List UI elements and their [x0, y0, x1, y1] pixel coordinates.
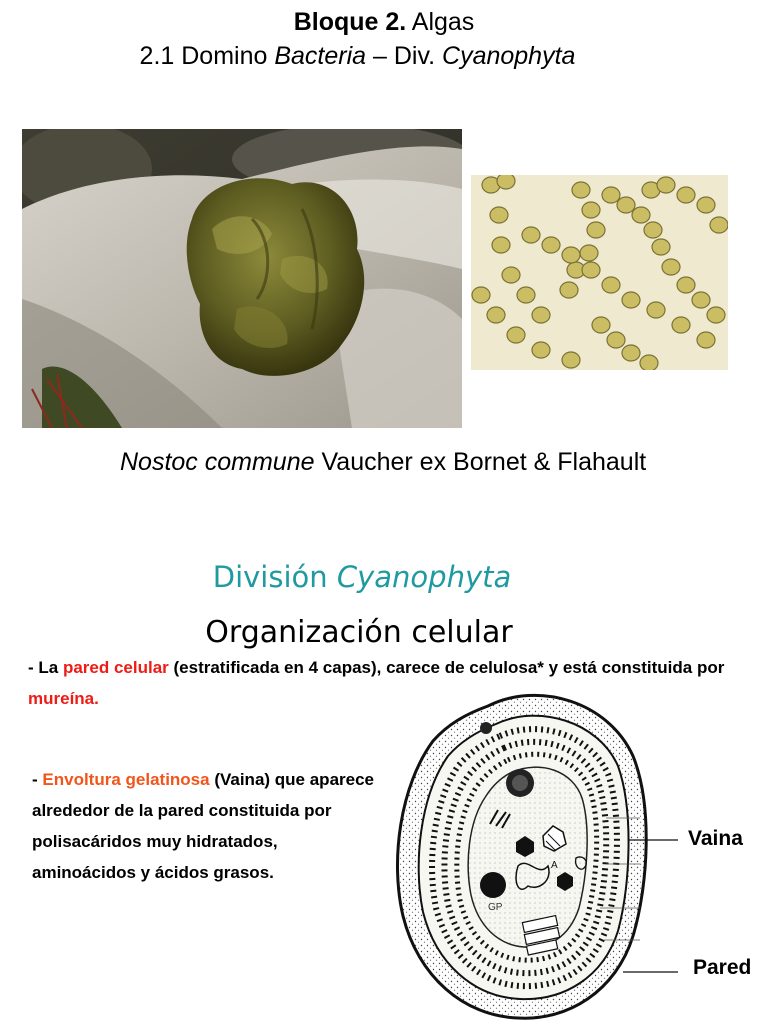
micrograph-cell [522, 227, 540, 243]
division-cyanophyta: Cyanophyta [336, 560, 512, 594]
micrograph-cell [602, 187, 620, 203]
title2-part-c: – Div. [366, 42, 443, 70]
micrograph-cell [602, 277, 620, 293]
micrograph-cell [532, 342, 550, 358]
title-line-1 [0, 8, 768, 37]
micrograph-cell [710, 217, 728, 233]
micrograph-cell [532, 307, 550, 323]
micrograph-cell [697, 332, 715, 348]
micrograph-cell [622, 345, 640, 361]
division-heading [0, 560, 724, 594]
label-pared: Pared [693, 956, 752, 979]
paragraph-sheath [32, 764, 382, 888]
micrograph-cell [697, 197, 715, 213]
diagram-letter-gp: GP [488, 902, 503, 913]
micrograph-cell [587, 222, 605, 238]
micrograph-cell [487, 307, 505, 323]
micrograph-cell [472, 287, 490, 303]
section-subtitle: Organización celular [205, 615, 513, 650]
micrograph-cell [507, 327, 525, 343]
micrograph-cell [562, 247, 580, 263]
micrograph-cell [607, 332, 625, 348]
p1-part-1: - La [28, 658, 63, 677]
micrograph-cell [517, 287, 535, 303]
micrograph-cell [582, 262, 600, 278]
diagram-letter-a: A [551, 860, 558, 871]
micrograph-cell [677, 187, 695, 203]
p1-part-3: (estratificada en 4 capas), carece de celulosa* y está constituida por [168, 658, 725, 677]
p1-mureina: mureína. [28, 689, 99, 708]
title-algas: Algas [406, 8, 475, 36]
title-line-2 [0, 42, 715, 71]
micrograph-cell [692, 292, 710, 308]
micrograph-cell [707, 307, 725, 323]
micrograph-cell [677, 277, 695, 293]
nostoc-micrograph-photo [471, 175, 728, 370]
micrograph-cell [672, 317, 690, 333]
p2-part-3: (Vaina) que aparece alrededor de la pared constituida por polisacáridos muy hidratados, aminoácidos y ácidos grasos. [32, 770, 374, 882]
micrograph-cell [662, 259, 680, 275]
label-vaina: Vaina [688, 827, 743, 850]
micrograph-cell [644, 222, 662, 238]
micrograph-cell [657, 177, 675, 193]
micrograph-cell [647, 302, 665, 318]
division-label: División [212, 560, 337, 594]
micrograph-cell [560, 282, 578, 298]
title2-part-a: 2.1 Domino [139, 42, 275, 70]
micrograph-cell [580, 245, 598, 261]
title2-bacteria: Bacteria [274, 42, 367, 70]
title-bloque: Bloque 2. [293, 8, 407, 36]
micrograph-cell [652, 239, 670, 255]
p1-pared-celular: pared celular [62, 658, 169, 677]
micrograph-cell [640, 355, 658, 370]
micrograph-cell [562, 352, 580, 368]
micrograph-cell [592, 317, 610, 333]
micrograph-cell [502, 267, 520, 283]
micrograph-cell [632, 207, 650, 223]
p2-part-1: - [32, 770, 43, 789]
micrograph-cell [492, 237, 510, 253]
p2-envoltura: Envoltura gelatinosa [42, 770, 210, 789]
caption-authority: Vaucher ex Bornet & Flahault [314, 448, 647, 476]
nostoc-colony-photo [22, 129, 462, 428]
caption-species-name: Nostoc commune [120, 448, 315, 476]
micrograph-cell [617, 197, 635, 213]
species-caption [120, 448, 646, 477]
micrograph-cell [497, 175, 515, 189]
cyanobacteria-cell-diagram [378, 686, 678, 1024]
micrograph-cell [542, 237, 560, 253]
title2-cyanophyta: Cyanophyta [442, 42, 576, 70]
micrograph-cell [622, 292, 640, 308]
micrograph-cell [490, 207, 508, 223]
micrograph-cell [572, 182, 590, 198]
micrograph-cell [582, 202, 600, 218]
